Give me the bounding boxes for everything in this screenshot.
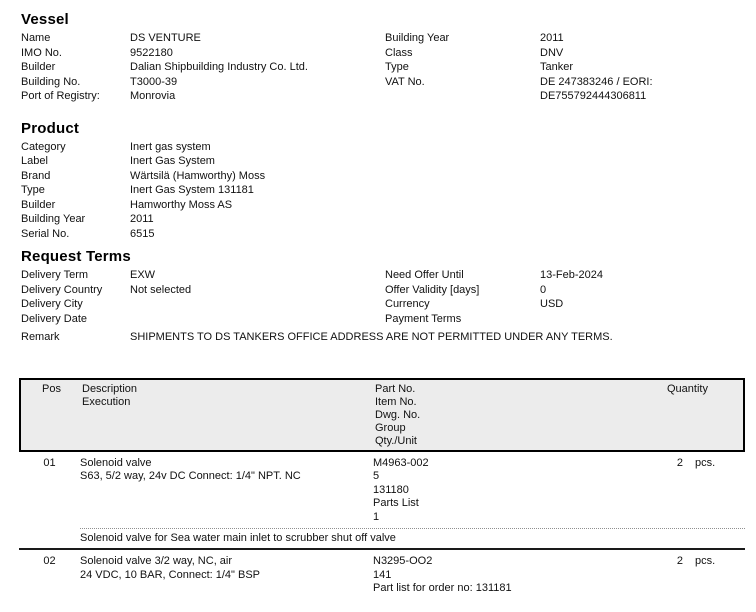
field-row-category — [21, 140, 745, 155]
field-value: 0 — [540, 283, 547, 296]
field-label: Brand — [21, 169, 51, 182]
item-description-cell — [80, 457, 373, 525]
field-value: Inert Gas System 131181 — [130, 184, 254, 196]
vessel-heading: Vessel — [21, 11, 69, 28]
header-qty-unit-label: Qty./Unit — [375, 434, 417, 447]
field-value: USD — [540, 298, 564, 310]
item-pos: 02 — [43, 555, 56, 567]
header-description-cell — [82, 383, 375, 448]
field-value: T3000-39 — [130, 75, 178, 88]
field-row-imo-no — [21, 46, 385, 61]
section-request-terms — [0, 249, 756, 345]
field-row-product-builder — [21, 198, 745, 213]
field-value: 13-Feb-2024 — [540, 269, 603, 281]
field-label: Delivery Country — [21, 283, 103, 296]
field-row-brand — [21, 169, 745, 184]
vessel-right-column — [385, 31, 745, 104]
item-pos: 01 — [43, 456, 56, 469]
field-label: Serial No. — [21, 227, 70, 240]
section-product — [0, 121, 756, 242]
part-no-value: M4963-002 — [373, 456, 429, 469]
field-row-class — [385, 46, 745, 61]
field-row-currency — [385, 297, 745, 312]
quantity-line — [665, 457, 745, 471]
field-value: 2011 — [130, 213, 154, 225]
field-row-delivery-date — [21, 312, 385, 327]
field-label: Builder — [21, 61, 56, 73]
field-row-remark — [21, 330, 745, 345]
field-value: 6515 — [130, 227, 155, 240]
field-value: Monrovia — [130, 90, 176, 102]
field-row-delivery-country — [21, 283, 385, 298]
field-value: Inert Gas System — [130, 155, 215, 167]
header-description-label: Description — [82, 382, 138, 395]
field-label: Offer Validity [days] — [385, 283, 480, 296]
item-part-cell — [373, 555, 665, 596]
quantity-value: 2 — [676, 555, 683, 567]
description-line: Solenoid valve — [80, 456, 152, 469]
part-list-ref-value: Part list for order no: 131181 — [373, 582, 512, 594]
field-value: Not selected — [130, 283, 192, 296]
field-value: Wärtsilä (Hamworthy) Moss — [130, 169, 266, 182]
request-terms-columns — [21, 268, 745, 326]
field-label: VAT No. — [385, 75, 425, 88]
field-row-type — [385, 60, 745, 75]
description-line: S63, 5/2 way, 24v DC Connect: 1/4" NPT. NC — [80, 470, 301, 482]
field-label: Delivery Term — [21, 269, 89, 281]
field-label: Category — [21, 140, 66, 153]
field-label: Delivery Date — [21, 312, 88, 325]
item-quantity-cell — [665, 457, 745, 525]
field-value: 2011 — [540, 32, 564, 44]
field-label: Type — [21, 184, 45, 196]
item-part-cell — [373, 457, 665, 525]
product-heading: Product — [21, 119, 80, 137]
field-row-building-no — [21, 75, 385, 90]
field-label: Delivery City — [21, 298, 83, 310]
field-value: Tanker — [540, 61, 574, 73]
field-row-vat-no — [385, 75, 745, 104]
group-value: Parts List — [373, 497, 419, 509]
section-vessel — [0, 12, 756, 104]
field-label: Building No. — [21, 75, 81, 88]
field-value — [540, 312, 690, 327]
field-label: Remark — [21, 331, 60, 343]
request-terms-right-column — [385, 268, 745, 326]
field-row-delivery-city — [21, 297, 385, 312]
field-label: Name — [21, 32, 51, 44]
field-value: DE 247383246 / EORI: DE755792444306811 — [540, 75, 653, 102]
field-value: DNV — [540, 46, 564, 59]
field-row-payment-terms — [385, 312, 745, 327]
quantity-unit: pcs. — [695, 456, 716, 469]
items-table — [19, 378, 745, 596]
field-value: Hamworthy Moss AS — [130, 198, 233, 211]
field-value — [130, 312, 385, 327]
table-row-item-02 — [19, 550, 745, 596]
header-dwg-no-label: Dwg. No. — [375, 408, 421, 421]
item-no-value: 5 — [373, 470, 380, 482]
dwg-no-value: 131180 — [373, 483, 409, 496]
field-label: Building Year — [21, 213, 86, 225]
quantity-unit: pcs. — [695, 555, 716, 567]
quantity-line — [665, 555, 745, 569]
field-label: IMO No. — [21, 46, 62, 59]
field-row-need-offer-until — [385, 268, 745, 283]
header-part-cell — [375, 383, 667, 448]
part-no-value: N3295-OO2 — [373, 555, 433, 567]
field-label: Type — [385, 61, 409, 73]
field-row-building-year — [385, 31, 745, 46]
header-pos-label: Pos — [42, 382, 61, 395]
quantity-value: 2 — [676, 456, 683, 469]
field-row-port-of-registry — [21, 89, 385, 104]
table-row-item-01 — [19, 452, 745, 525]
description-line: Solenoid valve 3/2 way, NC, air — [80, 555, 233, 567]
header-execution-label: Execution — [82, 395, 131, 408]
item-no-value: 141 — [373, 568, 392, 581]
field-row-builder — [21, 60, 385, 75]
item-quantity-cell — [665, 555, 745, 596]
header-part-no-label: Part No. — [375, 382, 416, 395]
field-label: Label — [21, 155, 48, 167]
field-label: Need Offer Until — [385, 269, 464, 281]
field-value: DS VENTURE — [130, 32, 201, 44]
item-description-cell — [80, 555, 373, 596]
qty-unit-value: 1 — [373, 510, 380, 523]
field-row-delivery-term — [21, 268, 385, 283]
field-row-label — [21, 154, 745, 169]
field-row-offer-validity — [385, 283, 745, 298]
header-item-no-label: Item No. — [375, 395, 417, 408]
items-table-header — [19, 378, 745, 452]
field-value: EXW — [130, 269, 156, 281]
description-line: 24 VDC, 10 BAR, Connect: 1/4" BSP — [80, 568, 260, 581]
request-terms-heading: Request Terms — [21, 248, 131, 265]
field-label: Class — [385, 46, 413, 59]
request-terms-left-column — [21, 268, 385, 326]
field-label: Builder — [21, 198, 56, 211]
field-value: 9522180 — [130, 46, 173, 59]
header-group-label: Group — [375, 421, 406, 434]
field-label: Building Year — [385, 32, 450, 44]
field-value: Inert gas system — [130, 140, 211, 153]
field-row-name — [21, 31, 385, 46]
field-label: Currency — [385, 298, 430, 310]
field-label: Payment Terms — [385, 312, 462, 325]
field-row-product-type — [21, 183, 745, 198]
field-row-serial-no — [21, 227, 745, 242]
field-value — [130, 297, 385, 312]
field-label: Port of Registry: — [21, 90, 100, 102]
vessel-left-column — [21, 31, 385, 104]
header-quantity-label: Quantity — [667, 382, 708, 395]
field-row-product-building-year — [21, 212, 745, 227]
item-note: Solenoid valve for Sea water main inlet to scrubber shut off valve — [80, 532, 396, 544]
field-value: Dalian Shipbuilding Industry Co. Ltd. — [130, 61, 308, 73]
vessel-columns — [21, 31, 745, 104]
remark-value: SHIPMENTS TO DS TANKERS OFFICE ADDRESS ARE NOT PERMITTED UNDER ANY TERMS. — [130, 331, 613, 343]
